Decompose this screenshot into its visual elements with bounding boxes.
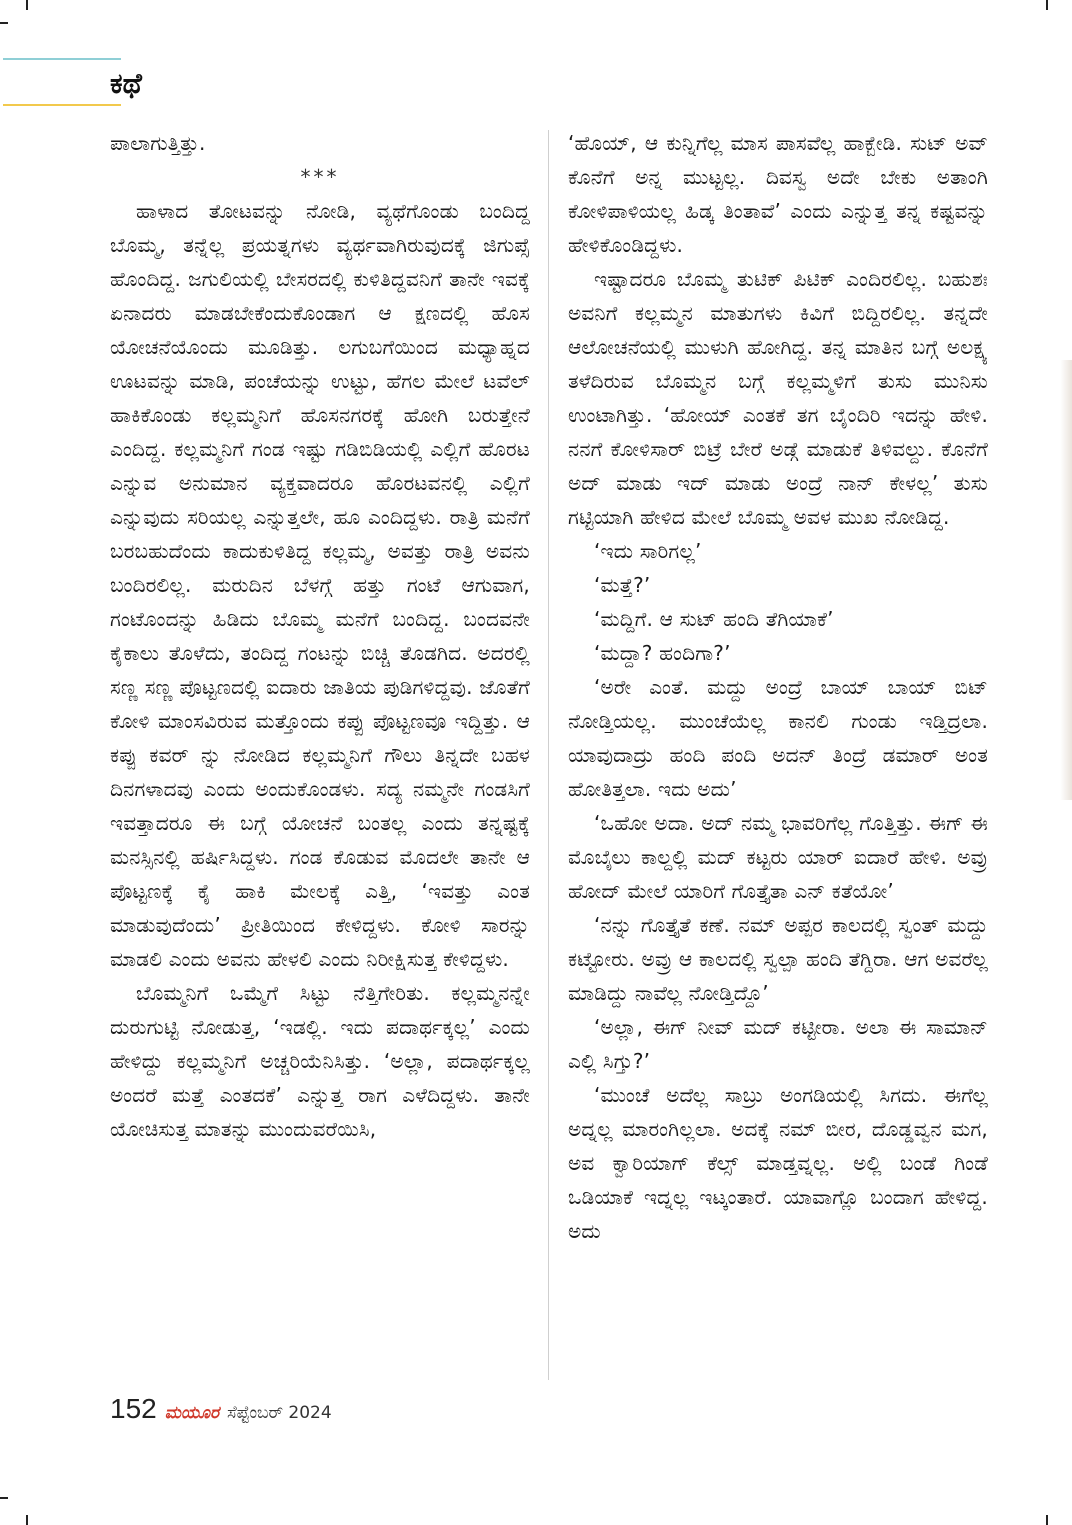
issue-date: ಸೆಪ್ಟೆಂಬರ್ 2024 — [226, 1403, 332, 1423]
paragraph: ‘ಮತ್ತೆ?’ — [594, 573, 651, 597]
paragraph: ‘ಮದ್ದಿಗೆ. ಆ ಸುಟ್ ಹಂದಿ ತೆಗಿಯಾಕೆ’ — [594, 607, 834, 631]
paragraph: ‘ಇದು ಸಾರಿಗಲ್ಲ’ — [594, 539, 702, 563]
paragraph: ಬೊಮ್ಮನಿಗೆ ಒಮ್ಮೆಗೆ ಸಿಟ್ಟು ನೆತ್ತಿಗೇರಿತು. ಕಲ್ಲಮ್ಮನನ್ನೇ ದುರುಗುಟ್ಟಿ ನೋಡುತ್ತ, ‘ಇಡಲ್ಲಿ. ಇದು ಪದಾರ್ಥಕ್ಕಲ್ಲ’ ಎಂದು ಹೇಳಿದ್ದು ಕಲ್ಲಮ್ಮನಿಗೆ ಅಚ್ಚರಿಯೆನಿಸಿತ್ತು. ‘ಅಲ್ಲಾ, ಪದಾರ್ಥಕ್ಕಲ್ಲ ಅಂದರೆ ಮತ್ತೆ ಎಂತದಕೆ’ ಎನ್ನುತ್ತ ರಾಗ ಎಳೆದಿದ್ದಳು. ತಾನೇ ಯೋಚಿಸುತ್ತ ಮಾತನ್ನು ಮುಂದುವರೆಯಿಸಿ, — [110, 981, 530, 1141]
paragraph: ‘ನನ್ನು ಗೊತ್ತೈತೆ ಕಣೆ. ನಮ್ ಅಪ್ಪರ ಕಾಲದಲ್ಲಿ ಸ್ವಂತ್ ಮದ್ದು ಕಟ್ಟೋರು. ಅವ್ರು ಆ ಕಾಲದಲ್ಲಿ ಸ್ವಲ್ಪಾ ಹಂದಿ ತೆಗ್ದಿರಾ. ಆಗ ಅವರೆಲ್ಲ ಮಾಡಿದ್ದು ನಾವೆಲ್ಲ ನೋಡ್ತಿದ್ದೊ’ — [568, 913, 988, 1005]
magazine-logo: ಮಯೂರ — [164, 1403, 219, 1423]
page-edge-shadow — [1060, 360, 1072, 800]
crop-mark-top-left — [26, 0, 28, 10]
section-title: ಕಥೆ — [110, 67, 142, 100]
header-rule-bottom — [3, 104, 121, 106]
paragraph: ‘ಅಲ್ಲಾ, ಈಗ್ ನೀವ್ ಮದ್ ಕಟ್ಟೀರಾ. ಅಲಾ ಈ ಸಾಮಾನ್ ಎಲ್ಲಿ ಸಿಗ್ತು?’ — [568, 1015, 988, 1073]
column-divider — [548, 130, 549, 1380]
paragraph: ಪಾಲಾಗುತ್ತಿತ್ತು. — [110, 131, 206, 155]
crop-mark-left-lower — [0, 1497, 8, 1499]
section-break: *** — [300, 165, 340, 189]
left-column — [110, 126, 530, 1376]
crop-mark-bottom-right — [1046, 1515, 1048, 1525]
paragraph: ‘ಮದ್ದಾ? ಹಂದಿಗಾ?’ — [594, 641, 731, 665]
paragraph: ಇಷ್ಟಾದರೂ ಬೊಮ್ಮ ತುಟಿಕ್ ಪಿಟಿಕ್ ಎಂದಿರಲಿಲ್ಲ. ಬಹುಶಃ ಅವನಿಗೆ ಕಲ್ಲಮ್ಮನ ಮಾತುಗಳು ಕಿವಿಗೆ ಬಿದ್ದಿರಲಿಲ್ಲ. ತನ್ನದೇ ಆಲೋಚನೆಯಲ್ಲಿ ಮುಳುಗಿ ಹೋಗಿದ್ದ. ತನ್ನ ಮಾತಿನ ಬಗ್ಗೆ ಅಲಕ್ಷ್ಯ ತಳೆದಿರುವ ಬೊಮ್ಮನ ಬಗ್ಗೆ ಕಲ್ಲಮ್ಮಳಿಗೆ ತುಸು ಮುನಿಸು ಉಂಟಾಗಿತ್ತು. ‘ಹೋಯ್ ಎಂತಕೆ ತಗ ಬೈಂದಿರಿ ಇದನ್ನು ಹೇಳಿ. ನನಗೆ ಕೋಳಿಸಾರ್ ಬಿಟ್ರೆ ಬೇರೆ ಅಡ್ಗೆ ಮಾಡುಕೆ ತಿಳಿವಲ್ದು. ಕೊನೆಗೆ ಅದ್ ಮಾಡು ಇದ್ ಮಾಡು ಅಂದ್ರೆ ನಾನ್ ಕೇಳಲ್ಲ’ ತುಸು ಗಟ್ಟಿಯಾಗಿ ಹೇಳಿದ ಮೇಲೆ ಬೊಮ್ಮ ಅವಳ ಮುಖ ನೋಡಿದ್ದ. — [568, 267, 988, 529]
right-column — [568, 126, 988, 1376]
paragraph: ‘ಮುಂಚೆ ಅದೆಲ್ಲ ಸಾಬ್ರು ಅಂಗಡಿಯಲ್ಲಿ ಸಿಗದು. ಈಗೆಲ್ಲ ಅದ್ನಲ್ಲ ಮಾರಂಗಿಲ್ಲಲಾ. ಅದಕ್ಕೆ ನಮ್ ಬೀರ, ದೊಡ್ಡವ್ವನ ಮಗ, ಅವ ಕ್ವಾರಿಯಾಗ್ ಕೆಲ್ಸ್ ಮಾಡ್ತವ್ನಲ್ಲ. ಅಲ್ಲಿ ಬಂಡೆ ಗಿಂಡೆ ಒಡಿಯಾಕೆ ಇದ್ನಲ್ಲ ಇಟ್ಕಂತಾರೆ. ಯಾವಾಗ್ಲೊ ಬಂದಾಗ ಹೇಳಿದ್ದ. ಅದು — [568, 1083, 988, 1243]
crop-mark-left-upper — [0, 22, 8, 24]
page-number: 152 — [110, 1393, 157, 1424]
page-footer — [110, 1393, 332, 1427]
crop-mark-bottom-left — [26, 1515, 28, 1525]
paragraph: ‘ಅರೇ ಎಂತೆ. ಮದ್ದು ಅಂದ್ರೆ ಬಾಯ್ ಬಾಯ್ ಬಿಟ್ ನೋಡ್ತಿಯಲ್ಲ. ಮುಂಚೆಯೆಲ್ಲ ಕಾನಲಿ ಗುಂಡು ಇಡ್ತಿದ್ರಲಾ. ಯಾವುದಾದ್ರು ಹಂದಿ ಪಂದಿ ಅದನ್ ತಿಂದ್ರೆ ಡಮಾರ್ ಅಂತ ಹೋತಿತ್ತಲಾ. ಇದು ಅದು’ — [568, 675, 988, 801]
header-rule-top — [3, 58, 121, 60]
paragraph: ‘ಒಹೋ ಅದಾ. ಅದ್ ನಮ್ಮ ಭಾವರಿಗೆಲ್ಲ ಗೊತ್ತಿತ್ತು. ಈಗ್ ಈ ಮೊಬೈಲು ಕಾಲ್ದಲ್ಲಿ ಮದ್ ಕಟ್ಟರು ಯಾರ್ ಐದಾರೆ ಹೇಳಿ. ಅವ್ರು ಹೋದ್ ಮೇಲೆ ಯಾರಿಗೆ ಗೊತ್ತೈತಾ ಎನ್ ಕತೆಯೋ’ — [568, 811, 988, 903]
paragraph: ‘ಹೊಯ್, ಆ ಕುನ್ನಿಗೆಲ್ಲ ಮಾಸ ಪಾಸವೆಲ್ಲ ಹಾಕ್ಬೇಡಿ. ಸುಟ್ ಅವ್ ಕೊನೆಗೆ ಅನ್ನ ಮುಟ್ಟಲ್ಲ. ದಿವಸ್ವ ಅದೇ ಬೇಕು ಅತಾಂಗಿ ಕೋಳಿಪಾಳಿಯಲ್ಲ ಹಿಡ್ಕ ತಿಂತಾವೆ’ ಎಂದು ಎನ್ನುತ್ತ ತನ್ನ ಕಷ್ಟವನ್ನು ಹೇಳಿಕೊಂಡಿದ್ದಳು. — [568, 131, 988, 257]
paragraph: ಹಾಳಾದ ತೋಟವನ್ನು ನೋಡಿ, ವ್ಯಥೆಗೊಂಡು ಬಂದಿದ್ದ ಬೊಮ್ಮ, ತನ್ನೆಲ್ಲ ಪ್ರಯತ್ನಗಳು ವ್ಯರ್ಥವಾಗಿರುವುದಕ್ಕೆ ಜಿಗುಪ್ಸೆ ಹೊಂದಿದ್ದ. ಜಗುಲಿಯಲ್ಲಿ ಬೇಸರದಲ್ಲಿ ಕುಳಿತಿದ್ದವನಿಗೆ ತಾನೇ ಇವಕ್ಕೆ ಏನಾದರು ಮಾಡಬೇಕೆಂದುಕೊಂಡಾಗ ಆ ಕ್ಷಣದಲ್ಲಿ ಹೊಸ ಯೋಚನೆಯೊಂದು ಮೂಡಿತ್ತು. ಲಗುಬಗೆಯಿಂದ ಮಧ್ಯಾಹ್ನದ ಊಟವನ್ನು ಮಾಡಿ, ಪಂಚೆಯನ್ನು ಉಟ್ಟು, ಹೆಗಲ ಮೇಲೆ ಟವೆಲ್ ಹಾಕಿಕೊಂಡು ಕಲ್ಲಮ್ಮನಿಗೆ ಹೊಸನಗರಕ್ಕೆ ಹೋಗಿ ಬರುತ್ತೇನೆ ಎಂದಿದ್ದ. ಕಲ್ಲಮ್ಮನಿಗೆ ಗಂಡ ಇಷ್ಟು ಗಡಿಬಿಡಿಯಲ್ಲಿ ಎಲ್ಲಿಗೆ ಹೊರಟ ಎನ್ನುವ ಅನುಮಾನ ವ್ಯಕ್ತವಾದರೂ ಹೊರಟವನಲ್ಲಿ ಎಲ್ಲಿಗೆ ಎನ್ನುವುದು ಸರಿಯಲ್ಲ ಎನ್ನುತ್ತಲೇ, ಹೂ ಎಂದಿದ್ದಳು. ರಾತ್ರಿ ಮನೆಗೆ ಬರಬಹುದೆಂದು ಕಾದುಕುಳಿತಿದ್ದ ಕಲ್ಲಮ್ಮ, ಅವತ್ತು ರಾತ್ರಿ ಅವನು ಬಂದಿರಲಿಲ್ಲ. ಮರುದಿನ ಬೆಳಗ್ಗೆ ಹತ್ತು ಗಂಟೆ ಆಗುವಾಗ, ಗಂಟೊಂದನ್ನು ಹಿಡಿದು ಬೊಮ್ಮ ಮನೆಗೆ ಬಂದಿದ್ದ. ಬಂದವನೇ ಕೈಕಾಲು ತೊಳೆದು, ತಂದಿದ್ದ ಗಂಟನ್ನು ಬಿಚ್ಚಿ ತೊಡಗಿದ. ಅದರಲ್ಲಿ ಸಣ್ಣ ಸಣ್ಣ ಪೊಟ್ಟಣದಲ್ಲಿ ಐದಾರು ಜಾತಿಯ ಪುಡಿಗಳಿದ್ದವು. ಜೊತೆಗೆ ಕೋಳಿ ಮಾಂಸವಿರುವ ಮತ್ತೊಂದು ಕಪ್ಪು ಪೊಟ್ಟಣವೂ ಇದ್ದಿತ್ತು. ಆ ಕಪ್ಪು ಕವರ್ ನ್ನು ನೋಡಿದ ಕಲ್ಲಮ್ಮನಿಗೆ ಗೌಲು ತಿನ್ನದೇ ಬಹಳ ದಿನಗಳಾದವು ಎಂದು ಅಂದುಕೊಂಡಳು. ಸದ್ಯ ನಮ್ಮನೇ ಗಂಡಸಿಗೆ ಇವತ್ತಾದರೂ ಈ ಬಗ್ಗೆ ಯೋಚನೆ ಬಂತಲ್ಲ ಎಂದು ತನ್ನಷ್ಟಕ್ಕೆ ಮನಸ್ಸಿನಲ್ಲಿ ಹರ್ಷಿಸಿದ್ದಳು. ಗಂಡ ಕೊಡುವ ಮೊದಲೇ ತಾನೇ ಆ ಪೊಟ್ಟಣಕ್ಕೆ ಕೈ ಹಾಕಿ ಮೇಲಕ್ಕೆ ಎತ್ತಿ, ‘ಇವತ್ತು ಎಂತ ಮಾಡುವುದೆಂದು’ ಪ್ರೀತಿಯಿಂದ ಕೇಳಿದ್ದಳು. ಕೋಳಿ ಸಾರನ್ನು ಮಾಡಲಿ ಎಂದು ಅವನು ಹೇಳಲಿ ಎಂದು ನಿರೀಕ್ಷಿಸುತ್ತ ಕೇಳಿದ್ದಳು. — [110, 199, 530, 971]
crop-mark-top-right — [1046, 0, 1048, 10]
